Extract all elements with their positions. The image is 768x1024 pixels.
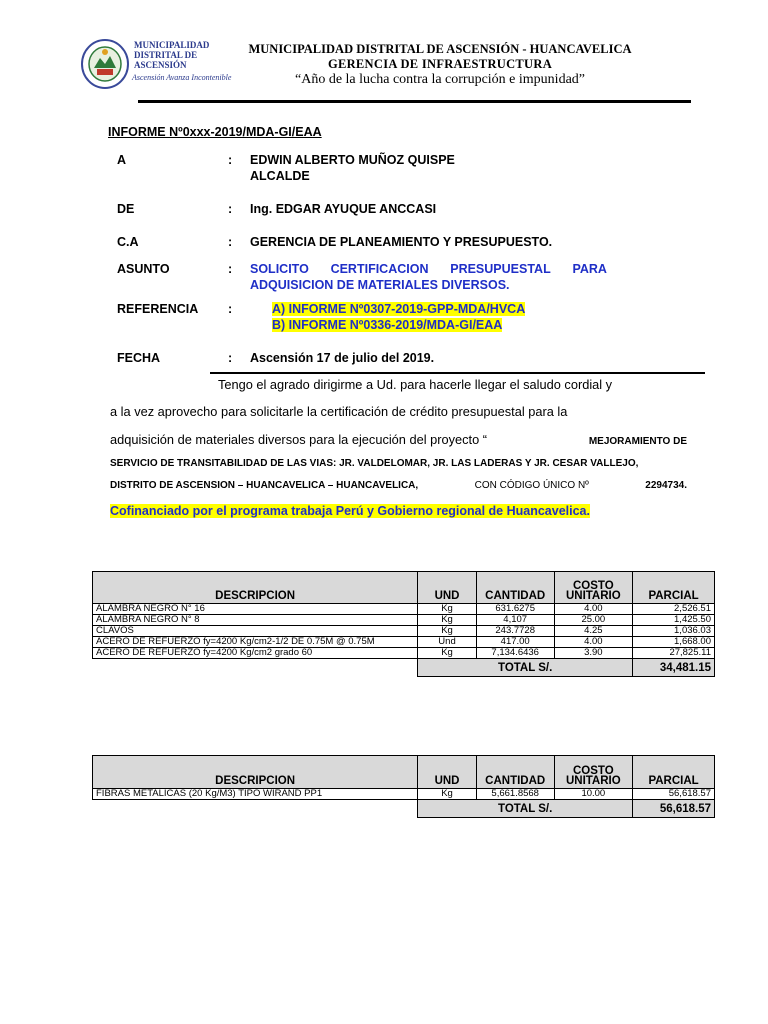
subject-label: ASUNTO [117,262,170,276]
logo-name: MUNICIPALIDAD DISTRITAL DE ASCENSIÓN [134,40,210,70]
total-value: 56,618.57 [633,800,715,818]
municipal-seal-logo [80,38,130,90]
report-number: INFORME Nº0xxx-2019/MDA-GI/EAA [108,125,322,139]
to-label: A [117,153,127,167]
col-unit: UND [418,572,477,604]
cc-value: GERENCIA DE PLANEAMIENTO Y PRESUPUESTO. [250,235,553,249]
header-department: GERENCIA DE INFRAESTRUCTURA [327,57,553,71]
col-unit-cost: COSTO UNITARIO [554,756,633,789]
table-row: ALAMBRA NEGRO N° 8 Kg 4,107 25.00 1,425.50 [93,615,715,626]
header-year-motto: “Año de la lucha contra la corrupción e impunidad” [295,72,585,87]
cc-label: C.A [117,235,139,249]
body-line-2: a la vez aprovecho para solicitarle la certificación de crédito presupuestal para la [110,404,568,419]
date-colon: : [228,351,233,365]
from-name: Ing. EDGAR AYUQUE ANCCASI [250,202,437,216]
table-header-row [93,756,715,789]
total-label: TOTAL S/. [418,659,633,677]
body-line-4: SERVICIO DE TRANSITABILIDAD DE LAS VIAS: JR. VALDELOMAR, JR. LAS LADERAS Y JR. CESAR VALLEJO, [110,458,639,469]
col-description: DESCRIPCION [93,572,418,604]
reference-a: A) INFORME Nº0307-2019-GPP-MDA/HVCA [272,302,526,316]
date-value: Ascensión 17 de julio del 2019. [250,351,435,365]
table-row: FIBRAS METALICAS (20 Kg/M3) TIPO WIRAND PP1 Kg 5,661.8568 10.00 56,618.57 [93,789,715,800]
table-row: CLAVOS Kg 243.7728 4.25 1,036.03 [93,626,715,637]
cc-colon: : [228,235,233,249]
subject-line-1: SOLICITO CERTIFICACION PRESUPUESTAL PARA [250,262,607,276]
to-title: ALCALDE [250,169,310,183]
total-label: TOTAL S/. [418,800,633,818]
logo-slogan: Ascensión Avanza Incontenible [132,73,232,82]
table-row: ACERO DE REFUERZO fy=4200 Kg/cm2-1/2 DE 0.75M @ 0.75M Und 417.00 4.00 1,668.00 [93,637,715,648]
table-row: ACERO DE REFUERZO fy=4200 Kg/cm2 grado 60 Kg 7,134.6436 3.90 27,825.11 [93,648,715,659]
reference-b: B) INFORME Nº0336-2019/MDA-GI/EAA [272,318,503,332]
subject-colon: : [228,262,233,276]
body-line-3: adquisición de materiales diversos para la ejecución del proyecto “ MEJORAMIENTO DE [110,432,687,447]
table-total-row [93,800,715,818]
col-quantity: CANTIDAD [476,756,554,789]
to-name: EDWIN ALBERTO MUÑOZ QUISPE [250,153,455,167]
table-total-row [93,659,715,677]
body-line-1: Tengo el agrado dirigirme a Ud. para hacerle llegar el saludo cordial y [218,377,613,392]
header-municipality: MUNICIPALIDAD DISTRITAL DE ASCENSIÓN - HUANCAVELICA [248,42,632,56]
from-colon: : [228,202,233,216]
col-quantity: CANTIDAD [476,572,554,604]
col-unit-cost: COSTO UNITARIO [554,572,633,604]
col-partial: PARCIAL [633,572,715,604]
reference-label: REFERENCIA [117,302,199,316]
col-unit: UND [418,756,477,789]
table-header-row [93,572,715,604]
col-partial: PARCIAL [633,756,715,789]
total-value: 34,481.15 [633,659,715,677]
from-label: DE [117,202,135,216]
body-divider [210,372,705,374]
table-row: ALAMBRA NEGRO N° 16 Kg 631.6275 4.00 2,526.51 [93,604,715,615]
col-description: DESCRIPCION [93,756,418,789]
date-label: FECHA [117,351,161,365]
materials-table [92,571,715,677]
header-divider [138,100,691,103]
body-line-5: DISTRITO DE ASCENSION – HUANCAVELICA – HUANCAVELICA, CON CÓDIGO ÚNICO Nº 2294734. [110,480,687,491]
reference-colon: : [228,302,233,316]
subject-line-2: ADQUISICION DE MATERIALES DIVERSOS. [250,278,510,292]
body-line-6: Cofinanciado por el programa trabaja Perú y Gobierno regional de Huancavelica. [110,504,590,518]
fiber-table [92,755,715,818]
to-colon: : [228,153,233,167]
